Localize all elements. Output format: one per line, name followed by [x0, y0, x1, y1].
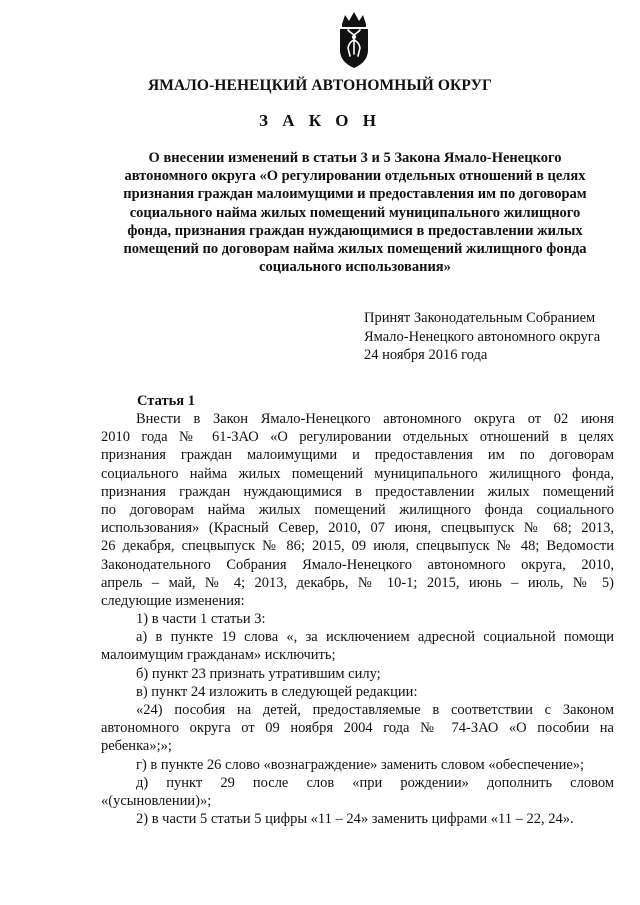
yamal-nenets-coat-of-arms-icon [336, 10, 372, 70]
list-item: г) в пункте 26 слово «вознаграждение» заменить словом «обеспечение»; [136, 756, 585, 773]
list-item: автономного округа от 09 ноября 2004 года № 74-ЗАО «О пособии на [101, 720, 614, 737]
list-item: «24) пособия на детей, предоставляемые в соответствии с Законом [136, 702, 614, 718]
law-title [110, 149, 600, 276]
paragraph-line: признания граждан малоимущими и предоставления им по договорам [101, 447, 614, 464]
law-title-line: социального использования» [259, 259, 451, 276]
list-item: в) пункт 24 изложить в следующей редакции: [136, 683, 418, 700]
document-type: З А К О Н [258, 111, 382, 130]
list-item: 1) в части 1 статьи 3: [136, 611, 266, 628]
paragraph-line: 26 декабря, спецвыпуск № 86; 2015, 09 июля, спецвыпуск № 48; Ведомости [101, 538, 614, 555]
adoption-line: Принят Законодательным Собранием [364, 310, 596, 326]
paragraph-line: по договорам найма жилых помещений жилищного фонда социального [101, 501, 614, 518]
paragraph-line: использования» (Красный Север, 2010, 07 июня, спецвыпуск № 68; 2013, [101, 520, 614, 537]
list-item: «(усыновлении)»; [101, 792, 212, 809]
list-item: д) пункт 29 после слов «при рождении» дополнить словом [136, 774, 614, 791]
law-title-line: признания граждан малоимущими и предоставления им по договорам [123, 186, 587, 203]
paragraph-line: Внести в Закон Ямало-Ненецкого автономного округа от 02 июня [136, 411, 614, 427]
list-item: а) в пункте 19 слова «, за исключением адресной социальной помощи [136, 629, 614, 646]
law-title-line: автономного округа «О регулировании отдельных отношений в целях [124, 168, 586, 185]
paragraph-line: признания граждан нуждающимися в предоставлении жилых помещений [101, 483, 614, 500]
list-item: б) пункт 23 признать утратившим силу; [136, 665, 381, 682]
paragraph-line: апрель – май, № 4; 2013, декабрь, № 10-1; 2015, июнь – июль, № 5) [101, 574, 614, 591]
article-heading: Статья 1 [137, 393, 195, 409]
law-title-line: социального найма жилых помещений муниципального жилищного [129, 204, 581, 221]
list-item: ребенка»;»; [101, 738, 172, 755]
law-title-line: помещений по договорам найма жилых помещений жилищного фонда [123, 241, 587, 258]
region-title: ЯМАЛО-НЕНЕЦКИЙ АВТОНОМНЫЙ ОКРУГ [147, 77, 493, 94]
adoption-line: Ямало-Ненецкого автономного округа [364, 328, 601, 345]
law-title-line: фонда, признания граждан нуждающимися в предоставлении жилых [127, 222, 583, 239]
paragraph-line: 2010 года № 61-ЗАО «О регулировании отдельных отношений в целях [101, 429, 614, 446]
list-item: 2) в части 5 статьи 5 цифры «11 – 24» заменить цифрами «11 – 22, 24». [136, 811, 574, 828]
adoption-date: 24 ноября 2016 года [364, 347, 488, 363]
article-body [101, 410, 614, 828]
adoption-note [364, 309, 600, 365]
list-item: малоимущим гражданам» исключить; [101, 647, 336, 664]
paragraph-line: социального найма жилых помещений муниципального жилищного фонда, [101, 465, 614, 482]
law-title-line: О внесении изменений в статьи 3 и 5 Закона Ямало-Ненецкого [148, 150, 562, 166]
paragraph-line: следующие изменения: [101, 592, 245, 609]
paragraph-line: Законодательного Собрания Ямало-Ненецкого автономного округа, 2010, [101, 556, 614, 573]
